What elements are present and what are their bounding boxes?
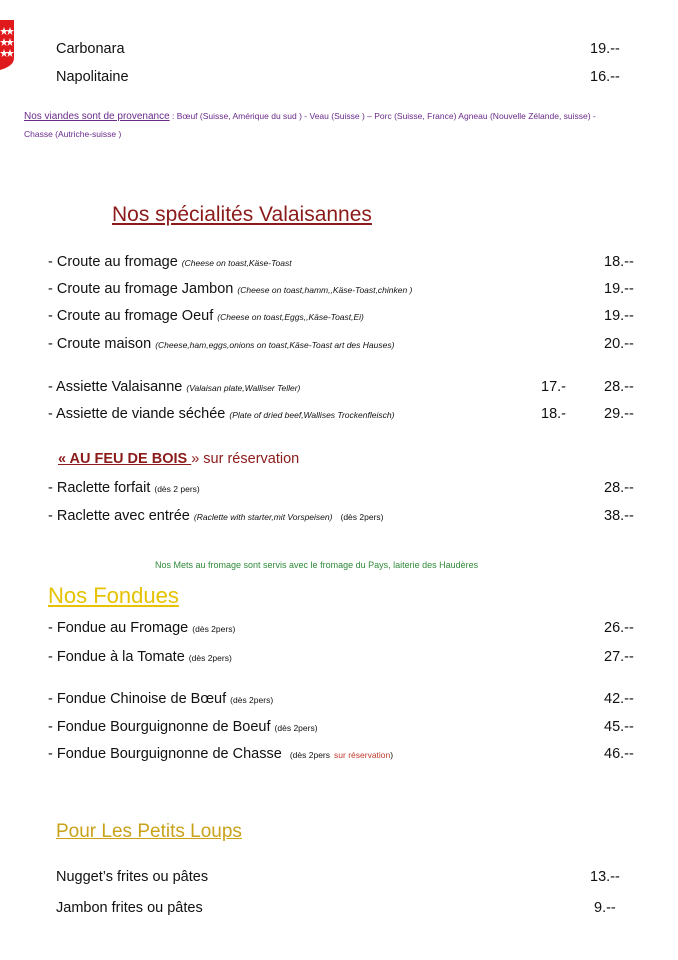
menu-item-note: (dès 2pers <box>289 750 331 760</box>
feu-de-bois-heading <box>58 451 299 467</box>
menu-item-name <box>48 691 273 707</box>
menu-item-name <box>48 281 412 297</box>
feu-de-bois-label: « AU FEU DE BOIS <box>58 451 192 467</box>
menu-item-price: 28.-- <box>604 480 634 496</box>
menu-item-name <box>48 649 232 665</box>
menu-item-price: 27.-- <box>604 649 634 665</box>
menu-item-name <box>48 480 200 496</box>
menu-item-price: 9.-- <box>594 900 616 916</box>
menu-item-name <box>48 406 394 422</box>
menu-item-name <box>48 719 318 735</box>
menu-item-price: 19.-- <box>604 281 634 297</box>
menu-item-note: (Cheese on toast,Käse-Toast <box>181 258 292 268</box>
feu-de-bois-suffix: » sur réservation <box>191 451 300 467</box>
menu-item-note: (dès 2pers) <box>192 624 236 634</box>
menu-item-price: 18.-- <box>604 254 634 270</box>
section-title-valais: Nos spécialités Valaisannes <box>112 203 372 226</box>
menu-item-name: Carbonara <box>56 41 125 57</box>
menu-item-label: - Croute au fromage <box>48 254 178 270</box>
menu-item-note: (dès 2pers) <box>340 512 384 522</box>
provenance-line-2: Chasse (Autriche-suisse ) <box>24 129 122 139</box>
menu-item-label: - Fondue Chinoise de Bœuf <box>48 691 227 707</box>
provenance-line-1 <box>24 111 596 122</box>
menu-item-note: (dès 2pers) <box>274 723 318 733</box>
menu-item-label: - Assiette Valaisanne <box>48 379 183 395</box>
menu-item-name <box>48 254 292 270</box>
menu-item-note: (Valaisan plate,Walliser Teller) <box>186 383 301 393</box>
menu-item-label: - Fondue Bourguignonne de Chasse <box>48 746 282 762</box>
menu-item-name: Nugget’s frites ou pâtes <box>56 869 209 885</box>
provenance-sep: : <box>169 111 177 121</box>
menu-item-price: 46.-- <box>604 746 634 762</box>
menu-item-name <box>48 620 235 636</box>
menu-item-price: 28.-- <box>604 379 634 395</box>
menu-item-label: - Fondue au Fromage <box>48 620 189 636</box>
menu-item-label: - Fondue à la Tomate <box>48 649 185 665</box>
menu-item-name <box>48 508 384 524</box>
menu-item-note: (dès 2 pers) <box>154 484 200 494</box>
menu-item-price: 45.-- <box>604 719 634 735</box>
menu-item-label: - Croute au fromage Oeuf <box>48 308 214 324</box>
menu-item-name <box>48 308 364 324</box>
menu-item-note: (Cheese on toast,Eggs,,Käse-Toast,Ei) <box>217 312 364 322</box>
section-title-fondues: Nos Fondues <box>48 583 179 608</box>
menu-item-price: 42.-- <box>604 691 634 707</box>
menu-item-note: (Cheese,ham,eggs,onions on toast,Käse-Toast art des Hauses) <box>155 340 395 350</box>
menu-item-label: - Fondue Bourguignonne de Boeuf <box>48 719 271 735</box>
menu-item-name <box>48 379 300 395</box>
menu-item-price: 19.-- <box>604 308 634 324</box>
menu-item-label: - Assiette de viande séchée <box>48 406 226 422</box>
provenance-label: Nos viandes sont de provenance <box>24 111 170 122</box>
menu-item-note: (dès 2pers) <box>188 653 232 663</box>
reservation-note: sur réservation <box>334 750 391 760</box>
menu-item-price-small: 17.- <box>541 379 566 395</box>
menu-item-price: 19.-- <box>590 41 620 57</box>
menu-item-price: 29.-- <box>604 406 634 422</box>
provenance-text: Bœuf (Suisse, Amérique du sud ) - Veau (Suisse ) – Porc (Suisse, France) Agneau (Nouvelle Zélande, suisse) - <box>176 111 596 121</box>
menu-item-name: Napolitaine <box>56 69 129 85</box>
menu-item-price: 38.-- <box>604 508 634 524</box>
menu-item-label: - Raclette forfait <box>48 480 151 496</box>
menu-item-name: Jambon frites ou pâtes <box>56 900 203 916</box>
menu-item-price: 26.-- <box>604 620 634 636</box>
valais-flag-icon <box>0 20 14 70</box>
menu-item-price: 20.-- <box>604 336 634 352</box>
menu-item-note: (Cheese on toast,hamm,,Käse-Toast,chinken ) <box>237 285 413 295</box>
menu-item-price: 13.-- <box>590 869 620 885</box>
menu-item-price: 16.-- <box>590 69 620 85</box>
menu-item-note-end: ) <box>390 750 394 760</box>
cheese-origin-note: Nos Mets au fromage sont servis avec le fromage du Pays, laiterie des Haudères <box>155 560 479 570</box>
menu-item-note: (Plate of dried beef,Wallises Trockenfleisch) <box>229 410 395 420</box>
menu-item-price-small: 18.- <box>541 406 566 422</box>
menu-item-note: (Raclette with starter,mit Vorspeisen) <box>193 512 333 522</box>
menu-item-note: (dès 2pers) <box>230 695 274 705</box>
menu-item-label: - Croute au fromage Jambon <box>48 281 234 297</box>
menu-item-label: - Raclette avec entrée <box>48 508 190 524</box>
section-title-kids: Pour Les Petits Loups <box>56 821 242 842</box>
menu-item-name <box>48 746 393 762</box>
menu-item-label: - Croute maison <box>48 336 152 352</box>
menu-item-name <box>48 336 394 352</box>
